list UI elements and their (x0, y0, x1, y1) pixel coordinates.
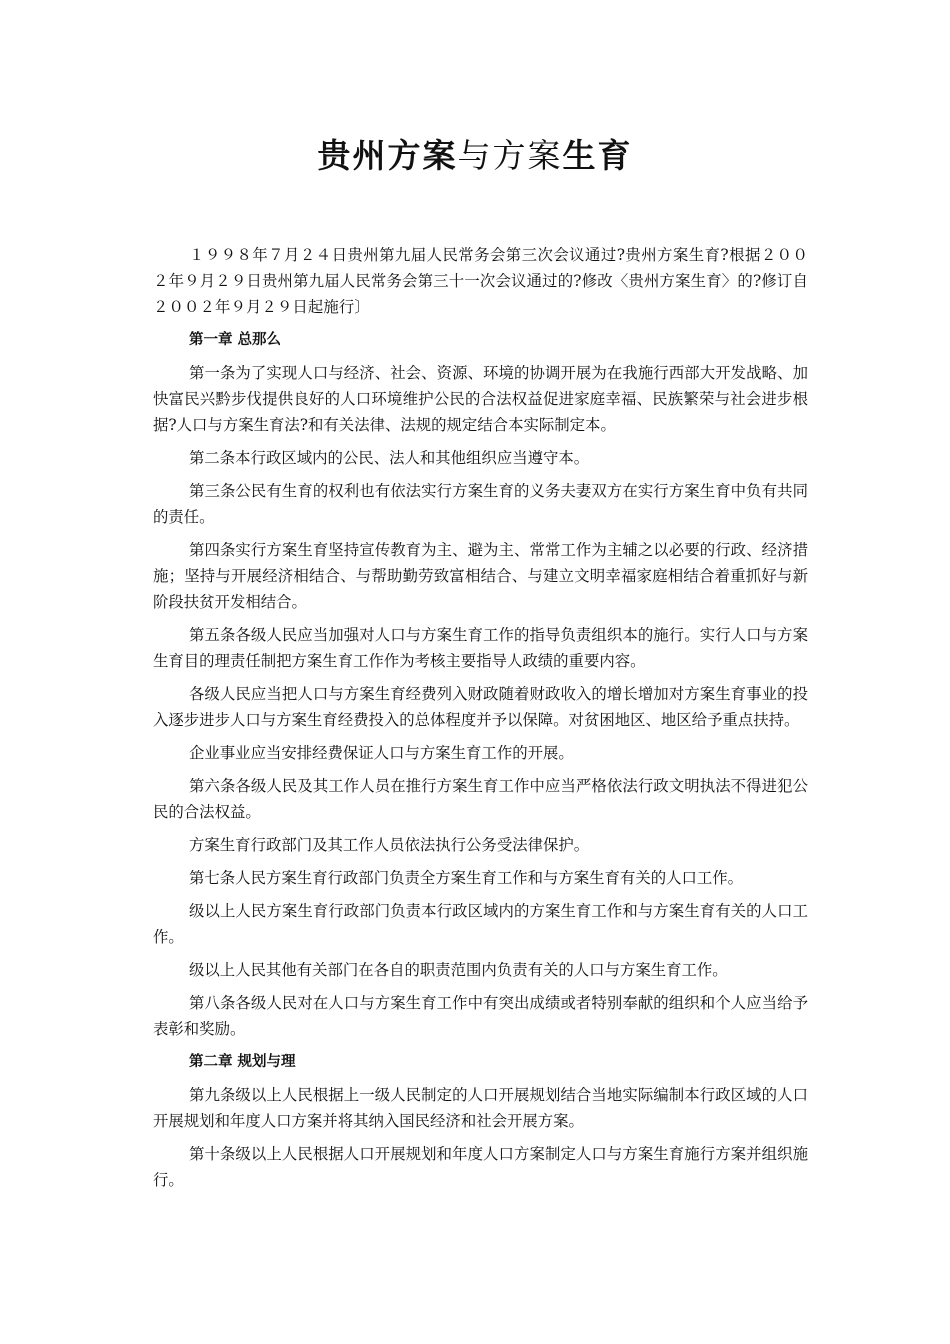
article-paragraph: 第八条各级人民对在人口与方案生育工作中有突出成绩或者特别奉献的组织和个人应当给予表彰和奖励。 (153, 994, 808, 1038)
article-paragraph: 级以上人民其他有关部门在各自的职责范围内负责有关的人口与方案生育工作。 (189, 961, 728, 979)
article-paragraph: 方案生育行政部门及其工作人员依法执行公务受法律保护。 (189, 836, 590, 854)
article-paragraph: 第五条各级人民应当加强对人口与方案生育工作的指导负责组织本的施行。实行人口与方案生育目的理责任制把方案生育工作作为考核主要指导人政绩的重要内容。 (153, 626, 808, 670)
article-paragraph: 第四条实行方案生育坚持宣传教育为主、避为主、常常工作为主辅之以必要的行政、经济措施；坚持与开展经济相结合、与帮助勤劳致富相结合、与建立文明幸福家庭相结合着重抓好与新阶段扶贫开发相结合。 (153, 541, 808, 611)
article-paragraph: 各级人民应当把人口与方案生育经费列入财政随着财政收入的增长增加对方案生育事业的投入逐步进步人口与方案生育经费投入的总体程度并予以保障。对贫困地区、地区给予重点扶持。 (153, 685, 808, 729)
article-paragraph: 第一条为了实现人口与经济、社会、资源、环境的协调开展为在我施行西部大开发战略、加快富民兴黔步伐提供良好的人口环境维护公民的合法权益促进家庭幸福、民族繁荣与社会进步根据?人口与方案生育法?和有关法律、法规的规定结合本实际制定本。 (153, 364, 808, 434)
document-title (0, 128, 950, 184)
chapter-heading: 第一章 总那么 (189, 332, 282, 348)
article-paragraph: 企业事业应当安排经费保证人口与方案生育工作的开展。 (189, 744, 574, 762)
article-paragraph: 第九条级以上人民根据上一级人民制定的人口开展规划结合当地实际编制本行政区域的人口开展规划和年度人口方案并将其纳入国民经济和社会开展方案。 (153, 1086, 808, 1130)
title-part-2: 与方案 (457, 136, 563, 175)
article-paragraph: 第六条各级人民及其工作人员在推行方案生育工作中应当严格依法行政文明执法不得进犯公民的合法权益。 (153, 777, 808, 821)
title-part-1: 贵州方案 (317, 136, 458, 175)
chapter-heading: 第二章 规划与理 (189, 1054, 296, 1070)
article-paragraph: 第十条级以上人民根据人口开展规划和年度人口方案制定人口与方案生育施行方案并组织施行。 (153, 1145, 808, 1189)
article-paragraph: 第七条人民方案生育行政部门负责全方案生育工作和与方案生育有关的人口工作。 (189, 869, 744, 887)
article-paragraph: 第三条公民有生育的权利也有依法实行方案生育的义务夫妻双方在实行方案生育中负有共同的责任。 (153, 482, 808, 526)
title-part-3: 生育 (562, 136, 633, 175)
article-paragraph: 级以上人民方案生育行政部门负责本行政区域内的方案生育工作和与方案生育有关的人口工作。 (153, 902, 808, 946)
intro-paragraph: １９９８年７月２４日贵州第九届人民常务会第三次会议通过?贵州方案生育?根据２００２年９月２９日贵州第九届人民常务会第三十一次会议通过的?修改〈贵州方案生育〉的?修订自２００２年９月２９日起施行〕 (153, 246, 808, 316)
document-body (153, 242, 808, 1200)
article-paragraph: 第二条本行政区域内的公民、法人和其他组织应当遵守本。 (189, 449, 590, 467)
